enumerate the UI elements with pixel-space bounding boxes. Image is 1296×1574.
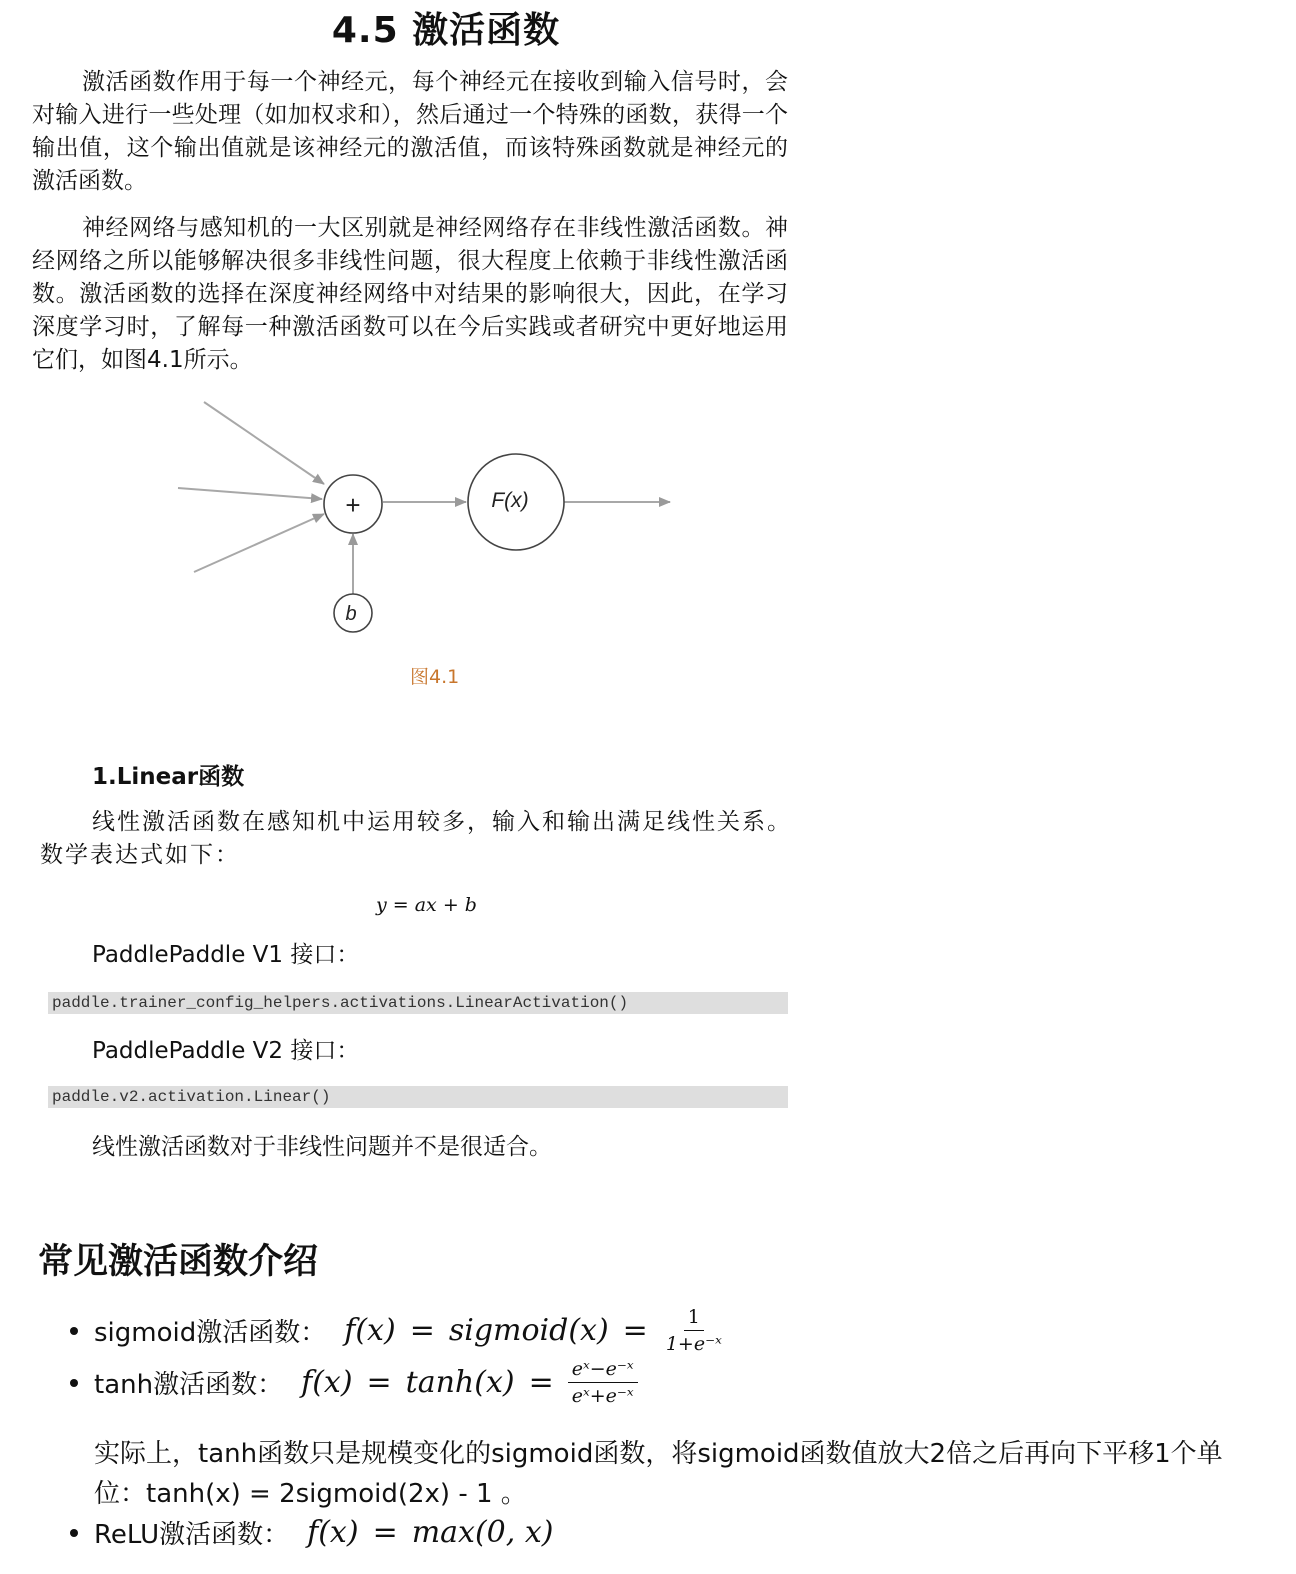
input-arrow-2 <box>178 488 322 499</box>
relu-rhs: max(0, x) <box>411 1515 554 1550</box>
tanh-equals-2: = <box>528 1365 554 1400</box>
relu-formula <box>307 1515 553 1550</box>
tanh-lhs: f(x) <box>301 1365 353 1400</box>
tanh-item <box>70 1358 638 1407</box>
comparison-paragraph: 神经网络与感知机的一大区别就是神经网络存在非线性激活函数。神经网络之所以能够解决很多非线性问题，很大程度上依赖于非线性激活函数。激活函数的选择在深度神经网络中对结果的影响很大，因此，在学习深度学习时，了解每一种激活函数可以在今后实践或者研究中更好地运用它们，如图4.1所示。 <box>32 215 788 373</box>
tanh-denominator: eˣ+e⁻ˣ <box>571 1385 634 1407</box>
sigmoid-equals-2: = <box>622 1313 648 1348</box>
sigmoid-denominator: 1+e⁻ˣ <box>665 1333 722 1355</box>
function-label: F(x) <box>491 489 529 512</box>
bullet-icon <box>70 1379 78 1387</box>
sigmoid-item <box>70 1306 726 1355</box>
intro-paragraph: 激活函数作用于每一个神经元，每个神经元在接收到输入信号时，会对输入进行一些处理（如加权求和），然后通过一个特殊的函数，获得一个输出值，这个输出值就是该神经元的激活值，而该特殊函数就是神经元的激活函数。 <box>32 69 788 194</box>
sigmoid-label: sigmoid激活函数： <box>94 1318 327 1348</box>
linear-description: 线性激活函数在感知机中运用较多，输入和输出满足线性关系。数学表达式如下： <box>40 809 792 868</box>
relu-lhs: f(x) <box>307 1515 359 1550</box>
sigmoid-equals: = <box>409 1313 435 1348</box>
input-arrow-3 <box>194 514 324 572</box>
sigmoid-lhs: f(x) <box>344 1313 396 1348</box>
linear-formula: y = ax + b <box>376 894 477 916</box>
sigmoid-numerator: 1 <box>684 1306 704 1331</box>
tanh-numerator: eˣ−e⁻ˣ <box>568 1358 638 1383</box>
bullet-icon <box>70 1327 78 1335</box>
tanh-formula <box>301 1358 638 1407</box>
sigmoid-formula <box>344 1306 726 1355</box>
bias-label: b <box>345 603 357 625</box>
sigmoid-fraction <box>662 1306 726 1355</box>
v1-code-block: paddle.trainer_config_helpers.activations.LinearActivation() <box>48 992 788 1014</box>
relu-item <box>70 1514 553 1551</box>
neuron-diagram <box>0 380 892 660</box>
v2-interface-label: PaddlePaddle V2 接口： <box>92 1038 360 1064</box>
v2-code-block: paddle.v2.activation.Linear() <box>48 1086 788 1108</box>
sum-symbol: + <box>345 490 361 520</box>
relu-label: ReLU激活函数： <box>94 1520 290 1550</box>
tanh-equals: = <box>366 1365 392 1400</box>
linear-heading: 1.Linear函数 <box>92 764 245 790</box>
figure-caption: 图4.1 <box>410 666 460 688</box>
tanh-label: tanh激活函数： <box>94 1370 284 1400</box>
sigmoid-mid: sigmoid(x) <box>448 1313 609 1348</box>
bullet-icon <box>70 1529 78 1537</box>
v1-interface-label: PaddlePaddle V1 接口： <box>92 942 360 968</box>
tanh-fraction <box>568 1358 638 1407</box>
tanh-note: 实际上，tanh函数只是规模变化的sigmoid函数，将sigmoid函数值放大2倍之后再向下平移1个单位：tanh(x) = 2sigmoid(2x) - 1 。 <box>94 1439 1223 1509</box>
tanh-mid: tanh(x) <box>405 1365 515 1400</box>
common-activations-heading: 常见激活函数介绍 <box>38 1242 319 1282</box>
relu-equals: = <box>372 1515 398 1550</box>
page-title: 4.5 激活函数 <box>331 10 561 51</box>
linear-conclusion: 线性激活函数对于非线性问题并不是很适合。 <box>92 1134 552 1160</box>
input-arrow-1 <box>204 402 324 484</box>
